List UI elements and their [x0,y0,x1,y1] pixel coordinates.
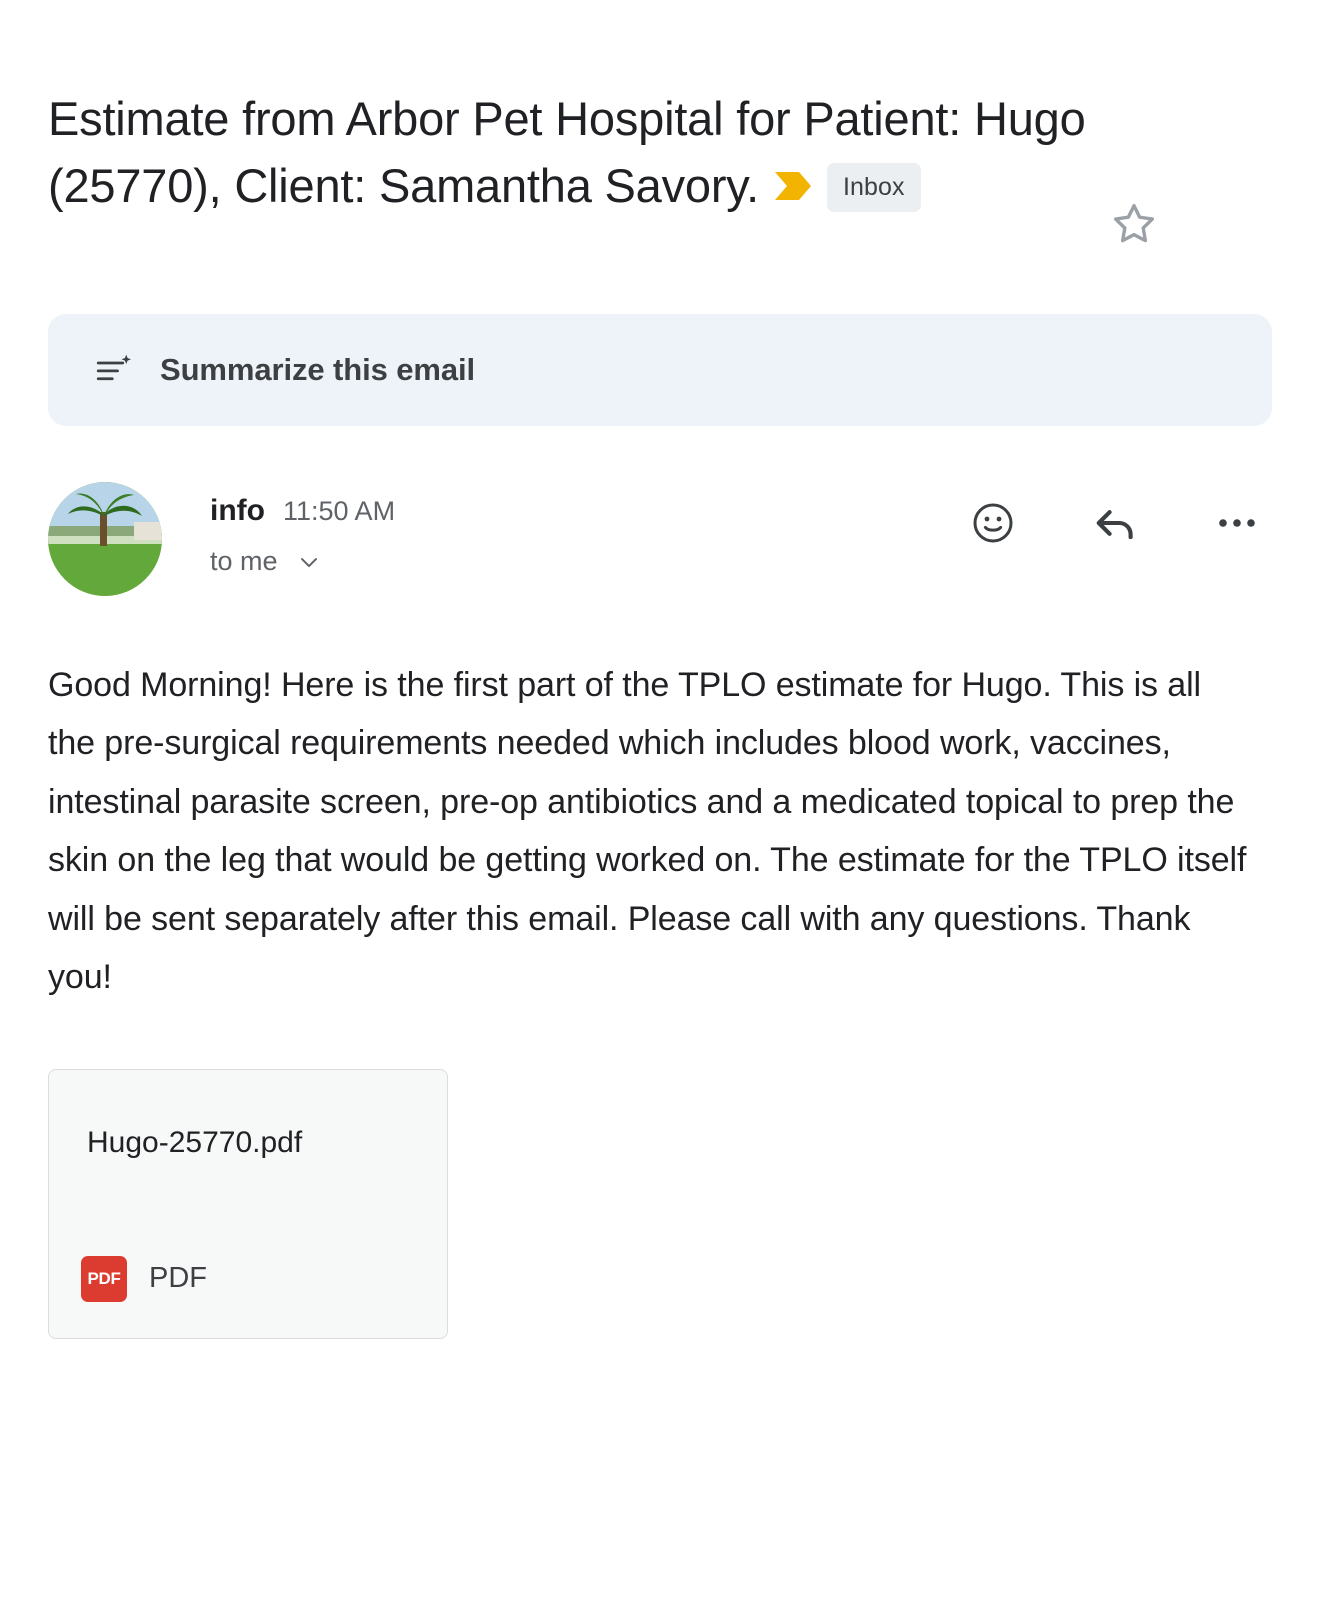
attachment-type-label: PDF [149,1262,207,1295]
attachment-footer [81,1256,207,1302]
subject-block [48,86,1088,219]
subject-text-wrapper [48,86,1088,219]
recipient-line [210,546,906,577]
summarize-email-button[interactable] [48,314,1272,426]
attachment-filename: Hugo-25770.pdf [87,1125,303,1159]
recipient-label: to me [210,546,278,576]
pdf-file-icon: PDF [81,1256,127,1302]
more-options-icon[interactable] [1202,488,1272,558]
attachment-card[interactable] [48,1069,448,1339]
summarize-sparkle-icon [92,348,136,392]
sender-name[interactable]: info [210,494,265,527]
message-timestamp: 11:50 AM [282,496,396,526]
summarize-label: Summarize this email [160,352,476,387]
page-title: Estimate from Arbor Pet Hospital for Patient: Hugo (25770), Client: Samantha Savory. [48,92,1086,212]
message-actions [906,482,1272,558]
sender-meta [210,482,906,577]
message-header [48,482,1272,596]
label-chip-inbox[interactable]: Inbox [827,163,921,212]
star-outline-icon[interactable] [1098,190,1170,262]
sender-line [210,494,906,528]
chevron-down-icon[interactable] [294,547,324,577]
reply-arrow-icon[interactable] [1080,488,1150,558]
subject-header [48,0,1272,262]
message-body: Good Morning! Here is the first part of the TPLO estimate for Hugo. This is all the pre-surgical requirements needed which includes blood work, vaccines, intestinal parasite screen, pre-op antibiotics and a medicated topical to prep the skin on the leg that would be getting worked on. The estimate for the TPLO itself will be sent separately after this email. Please call with any questions. Thank you! [48,666,1247,997]
avatar[interactable] [48,482,162,596]
attachment-list [48,1069,1272,1339]
emoji-smiley-icon[interactable] [958,488,1028,558]
important-arrow-icon [773,155,813,191]
